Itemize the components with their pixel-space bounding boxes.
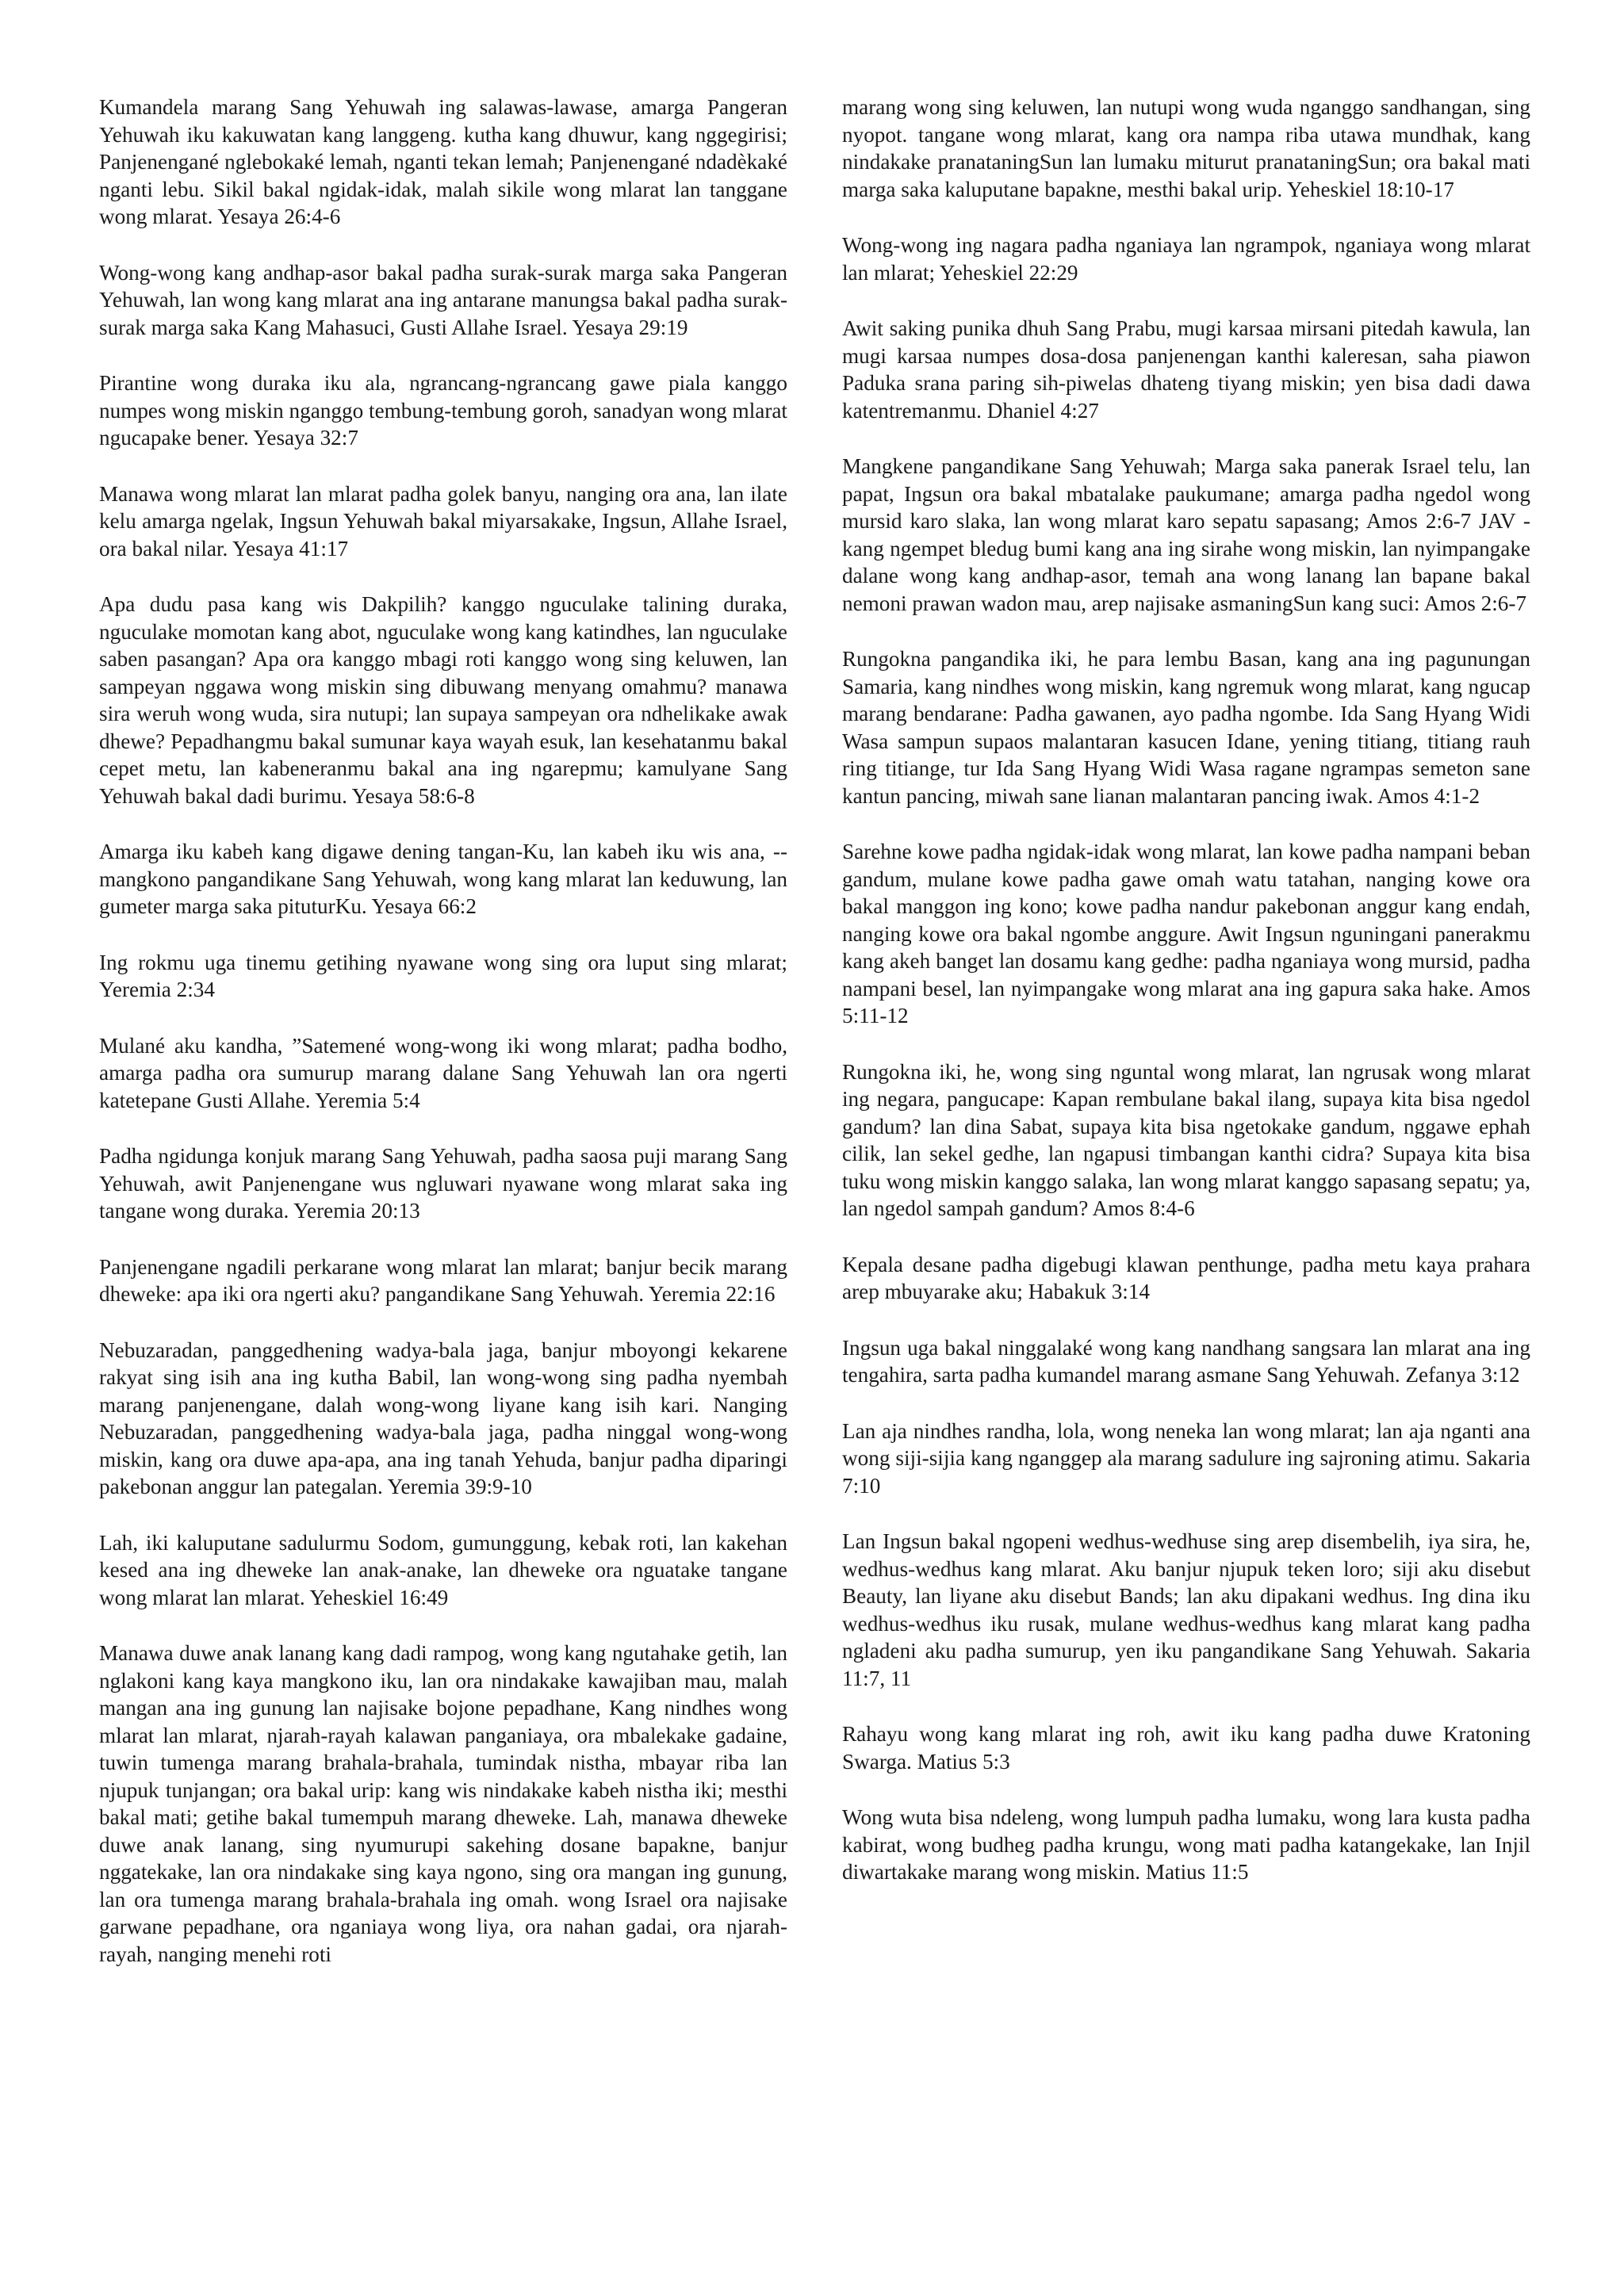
verse-paragraph: Panjenengane ngadili perkarane wong mlarat lan mlarat; banjur becik marang dheweke: apa iki ora ngerti aku? pangandikane Sang Yehuwah. Yeremia 22:16 <box>99 1254 787 1306</box>
verse-paragraph: Lah, iki kaluputane sadulurmu Sodom, gumunggung, kebak roti, lan kakehan kesed ana ing dheweke lan anak-anake, lan dheweke ora nguatake tangane wong mlarat lan mlarat. Yeheskiel 16:49 <box>99 1530 787 1609</box>
verse-paragraph: Kumandela marang Sang Yehuwah ing salawas-lawase, amarga Pangeran Yehuwah iku kakuwatan kang langgeng. kutha kang dhuwur, kang nggegirisi; Panjenengané nglebokaké lemah, nganti tekan lemah; Panjenengané ndadèkaké nganti lebu. Sikil bakal ngidak-idak, malah sikile wong mlarat lan tanggane wong mlarat. Yesaya 26:4-6 <box>99 95 787 228</box>
verse-paragraph: Ing rokmu uga tinemu getihing nyawane wong sing ora luput sing mlarat; Yeremia 2:34 <box>99 950 787 1001</box>
verse-paragraph: Apa dudu pasa kang wis Dakpilih? kanggo nguculake talining duraka, nguculake momotan kang abot, nguculake wong kang katindhes, lan nguculake saben pasangan? Apa ora kanggo mbagi roti kanggo wong sing keluwen, lan sampeyan nggawa wong miskin sing dibuwang menyang omahmu? manawa sira weruh wong wuda, sira nutupi; lan supaya sampeyan ora ndhelikake awak dhewe? Pepadhangmu bakal sumunar kaya wayah esuk, lan kesehatanmu bakal cepet metu, lan kabeneranmu bakal ana ing ngarepmu; kamulyane Sang Yehuwah bakal dadi burimu. Yesaya 58:6-8 <box>99 592 787 808</box>
verse-paragraph: marang wong sing keluwen, lan nutupi wong wuda nganggo sandhangan, sing nyopot. tangane wong mlarat, kang ora nampa riba utawa mundhak, kang nindakake pranataningSun lan lumaku miturut pranataningSun; ora bakal mati marga saka kaluputane bapakne, mesthi bakal urip. Yeheskiel 18:10-17 <box>842 95 1530 201</box>
verse-paragraph: Rungokna pangandika iki, he para lembu Basan, kang ana ing pagunungan Samaria, kang nindhes wong miskin, kang ngremuk wong mlarat, kang ngucap marang bendarane: Padha gawanen, ayo padha ngombe. Ida Sang Hyang Widi Wasa sampun supaos malantaran kasucen Idane, yening titiang, titiang rauh ring titiange, tur Ida Sang Hyang Widi Wasa ragane ngrampas semeton sane kantun pancing, miwah sane lianan malantaran pancing iwak. Amos 4:1-2 <box>842 647 1530 808</box>
verse-paragraph: Wong wuta bisa ndeleng, wong lumpuh padha lumaku, wong lara kusta padha kabirat, wong budheg padha krungu, wong mati padha katangekake, lan Injil diwartakake marang wong miskin. Matius 11:5 <box>842 1805 1530 1884</box>
verse-paragraph: Rungokna iki, he, wong sing nguntal wong mlarat, lan ngrusak wong mlarat ing negara, pangucape: Kapan rembulane bakal ilang, supaya kita bisa ngedol gandum? lan dina Sabat, supaya kita bisa ngetokake gandum, nggawe ephah cilik, lan sekel gedhe, lan ngapusi timbangan kanthi cidra? Supaya kita bisa tuku wong miskin kanggo salaka, lan wong mlarat kanggo sapasang sepatu; ya, lan ngedol sampah gandum? Amos 8:4-6 <box>842 1059 1530 1220</box>
verse-paragraph: Wong-wong ing nagara padha nganiaya lan ngrampok, nganiaya wong mlarat lan mlarat; Yeheskiel 22:29 <box>842 233 1530 285</box>
verse-paragraph: Pirantine wong duraka iku ala, ngrancang-ngrancang gawe piala kanggo numpes wong miskin nganggo tembung-tembung goroh, sanadyan wong mlarat ngucapake bener. Yesaya 32:7 <box>99 371 787 450</box>
verse-paragraph: Wong-wong kang andhap-asor bakal padha surak-surak marga saka Pangeran Yehuwah, lan wong kang mlarat ana ing antarane manungsa bakal padha surak-surak marga saka Kang Mahasuci, Gusti Allahe Israel. Yesaya 29:19 <box>99 260 787 339</box>
verse-paragraph: Nebuzaradan, panggedhening wadya-bala jaga, banjur mboyongi kekarene rakyat sing isih ana ing kutha Babil, lan wong-wong sing padha nyembah marang panjenengane, dalah wong-wong liyane kang isih kari. Nanging Nebuzaradan, panggedhening wadya-bala jaga, padha ninggal wong-wong miskin, kang ora duwe apa-apa, ana ing tanah Yehuda, banjur padha diparingi pakebonan anggur lan pategalan. Yeremia 39:9-10 <box>99 1337 787 1498</box>
verse-paragraph: Manawa duwe anak lanang kang dadi rampog, wong kang ngutahake getih, lan nglakoni kang kaya mangkono iku, lan ora nindakake kawajiban mau, malah mangan ana ing gunung lan najisake bojone pepadhane, Kang nindhes wong mlarat lan mlarat, njarah-rayah kalawan panganiaya, ora mbalekake gadaine, tuwin tumenga marang brahala-brahala, tumindak nistha, mbayar riba lan njupuk tunjangan; ora bakal urip: kang wis nindakake kabeh nistha iki; mesthi bakal mati; getihe bakal tumempuh marang dheweke. Lah, manawa dheweke duwe anak lanang, sing nyumurupi sakehing dosane bapakne, banjur nggatekake, lan ora nindakake sing kaya ngono, sing ora mangan ing gunung, lan ora tumenga marang brahala-brahala ing omah. wong Israel ora najisake garwane pepadhane, ora nganiaya wong liya, ora nahan gadai, ora njarah-rayah, nanging menehi roti <box>99 1641 787 1966</box>
verse-paragraph: Padha ngidunga konjuk marang Sang Yehuwah, padha saosa puji marang Sang Yehuwah, awit Panjenengane wus ngluwari nyawane wong mlarat saka ing tangane wong duraka. Yeremia 20:13 <box>99 1144 787 1223</box>
verse-paragraph: Rahayu wong kang mlarat ing roh, awit iku kang padha duwe Kratoning Swarga. Matius 5:3 <box>842 1722 1530 1774</box>
left-column <box>99 94 787 1968</box>
verse-paragraph: Mangkene pangandikane Sang Yehuwah; Marga saka panerak Israel telu, lan papat, Ingsun ora bakal mbatalake paukumane; amarga padha ngedol wong mursid karo slaka, lan wong mlarat karo sepatu sapasang; Amos 2:6-7 JAV - kang ngempet bledug bumi kang ana ing sirahe wong miskin, lan nyimpangake dalane wong kang andhap-asor, temah ana wong lanang lan bapane bakal nemoni prawan wadon mau, arep najisake asmaningSun kang suci: Amos 2:6-7 <box>842 454 1530 615</box>
verse-paragraph: Kepala desane padha digebugi klawan penthunge, padha metu kaya prahara arep mbuyarake aku; Habakuk 3:14 <box>842 1252 1530 1303</box>
verse-paragraph: Ingsun uga bakal ninggalaké wong kang nandhang sangsara lan mlarat ana ing tengahira, sarta padha kumandel marang asmane Sang Yehuwah. Zefanya 3:12 <box>842 1335 1530 1387</box>
verse-paragraph: Lan Ingsun bakal ngopeni wedhus-wedhuse sing arep disembelih, iya sira, he, wedhus-wedhus kang mlarat. Aku banjur njupuk teken loro; siji aku disebut Beauty, lan liyane aku disebut Bands; lan aku dipakani wedhus. Ing dina iku wedhus-wedhus iku rusak, mulane wedhus-wedhus kang mlarat kang padha ngladeni aku padha sumurup, yen iku pangandikane Sang Yehuwah. Sakaria 11:7, 11 <box>842 1529 1530 1690</box>
verse-paragraph: Manawa wong mlarat lan mlarat padha golek banyu, nanging ora ana, lan ilate kelu amarga ngelak, Ingsun Yehuwah bakal miyarsakake, Ingsun, Allahe Israel, ora bakal nilar. Yesaya 41:17 <box>99 481 787 561</box>
right-column <box>842 94 1530 1886</box>
verse-paragraph: Mulané aku kandha, ”Satemené wong-wong iki wong mlarat; padha bodho, amarga padha ora sumurup marang dalane Sang Yehuwah lan ora ngerti katetepane Gusti Allahe. Yeremia 5:4 <box>99 1033 787 1112</box>
verse-paragraph: Lan aja nindhes randha, lola, wong neneka lan wong mlarat; lan aja nganti ana wong siji-sijia kang nganggep ala marang sadulure ing sajroning atimu. Sakaria 7:10 <box>842 1418 1530 1498</box>
verse-paragraph: Sarehne kowe padha ngidak-idak wong mlarat, lan kowe padha nampani beban gandum, mulane kowe padha gawe omah watu tatahan, nanging kowe ora bakal manggon ing kono; kowe padha nandur pakebonan anggur kang endah, nanging kowe ora bakal ngombe anggure. Awit Ingsun nguningani panerakmu kang akeh banget lan dosamu kang gedhe: padha nganiaya wong mursid, padha nampani besel, lan nyimpangake wong mlarat ana ing gapura saka hake. Amos 5:11-12 <box>842 840 1530 1027</box>
verse-paragraph: Awit saking punika dhuh Sang Prabu, mugi karsaa mirsani pitedah kawula, lan mugi karsaa numpes dosa-dosa panjenengan kanthi kaleresan, saha piawon Paduka srana paring sih-piwelas dhateng tiyang miskin; yen bisa dadi dawa katentremanmu. Dhaniel 4:27 <box>842 316 1530 423</box>
verse-paragraph: Amarga iku kabeh kang digawe dening tangan-Ku, lan kabeh iku wis ana, -- mangkono pangandikane Sang Yehuwah, wong kang mlarat lan keduwung, lan gumeter marga saka pituturKu. Yesaya 66:2 <box>99 840 787 918</box>
